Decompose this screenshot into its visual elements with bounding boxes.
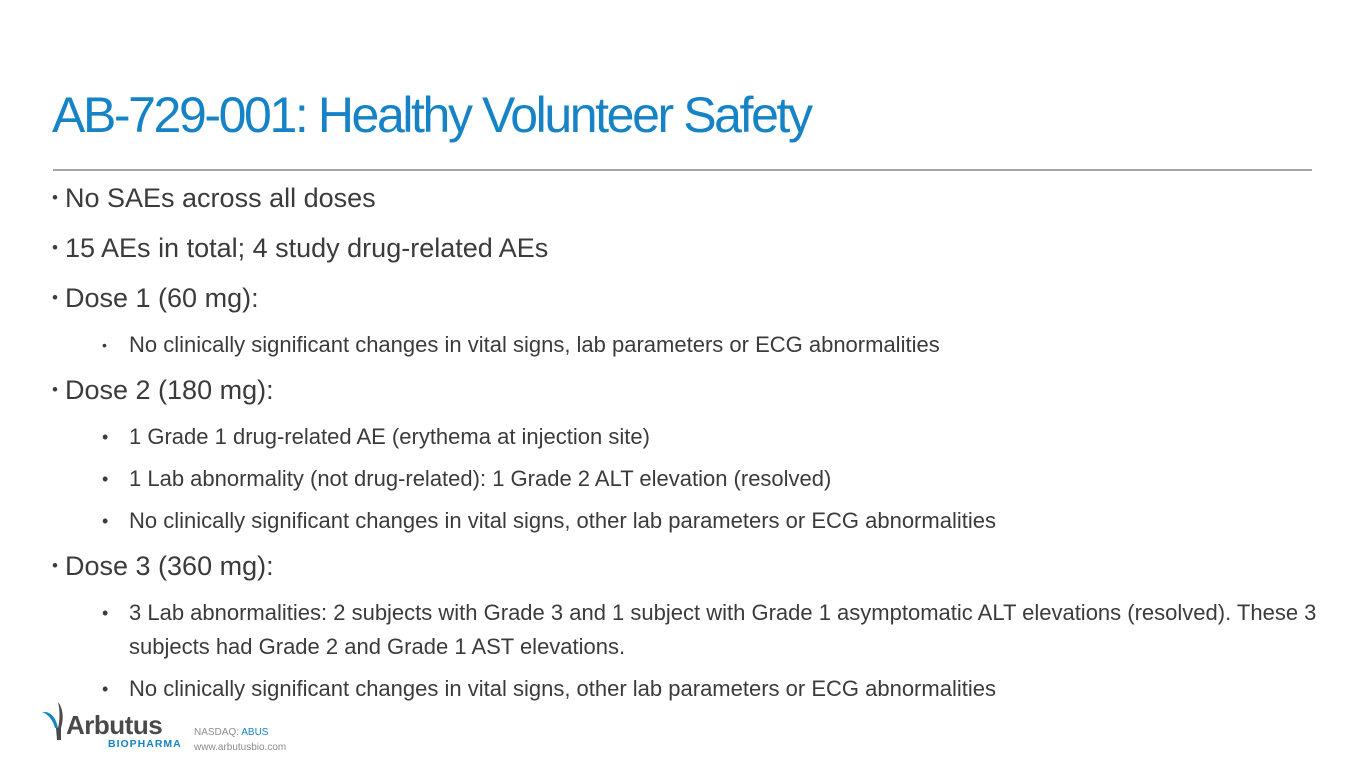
bullet-aes-total [52,228,1342,268]
exchange-label: NASDAQ: [194,727,240,738]
bullet-dot-icon: • [52,288,58,307]
bullet-text: Dose 2 (180 mg): [65,375,274,405]
bullet-dot-icon: • [52,556,58,575]
stock-ticker [194,725,286,740]
sub-bullet-text: 3 Lab abnormalities: 2 subjects with Grade 3 and 1 subject with Grade 1 asymptomatic ALT elevations (resolved). These 3 subjects had Grade 2 and Grade 1 AST elevations. [129,600,1317,659]
dose-1-heading [52,278,1342,318]
logo-subtitle: BIOPHARMA [108,738,182,750]
dose-1-item [52,328,1319,362]
dose-3-heading [52,546,1342,586]
sub-bullet-text: 1 Lab abnormality (not drug-related): 1 Grade 2 ALT elevation (resolved) [129,466,832,491]
dose-2-item [52,420,1319,454]
slide-title: AB-729-001: Healthy Volunteer Safety [52,87,811,143]
dose-2-heading [52,370,1342,410]
sub-bullet-dot-icon: • [102,603,109,623]
sub-bullet-dot-icon: • [102,427,109,447]
dose-3-item [52,672,1319,706]
bullet-saes [52,178,1342,218]
sub-bullet-text: No clinically significant changes in vital signs, lab parameters or ECG abnormalities [129,332,940,357]
bullet-list [52,178,1342,714]
bullet-dot-icon: • [52,238,58,257]
bullet-dot-icon: • [52,188,58,207]
logo-wordmark: Arbutus [66,710,163,740]
dose-2-item [52,462,1319,496]
dose-3-item [52,596,1319,664]
sub-bullet-text: 1 Grade 1 drug-related AE (erythema at injection site) [129,424,650,449]
company-logo [40,700,190,756]
sub-bullet-text: No clinically significant changes in vital signs, other lab parameters or ECG abnormalities [129,676,996,701]
sub-bullet-dot-icon: • [102,469,109,489]
bullet-text: Dose 1 (60 mg): [65,283,259,313]
sub-bullet-dot-icon: • [102,511,109,531]
bullet-text: Dose 3 (360 mg): [65,551,274,581]
ticker-symbol: ABUS [241,727,269,738]
bullet-text: 15 AEs in total; 4 study drug-related AEs [65,233,549,263]
sub-bullet-dot-icon: • [102,679,109,699]
title-divider [53,169,1312,171]
dose-2-item [52,504,1319,538]
sub-bullet-dot-icon: • [102,337,107,353]
bullet-text: No SAEs across all doses [65,183,376,213]
sub-bullet-text: No clinically significant changes in vital signs, other lab parameters or ECG abnormalities [129,508,996,533]
footer-meta [194,725,286,755]
website-url: www.arbutusbio.com [194,742,287,753]
bullet-dot-icon: • [52,380,58,399]
